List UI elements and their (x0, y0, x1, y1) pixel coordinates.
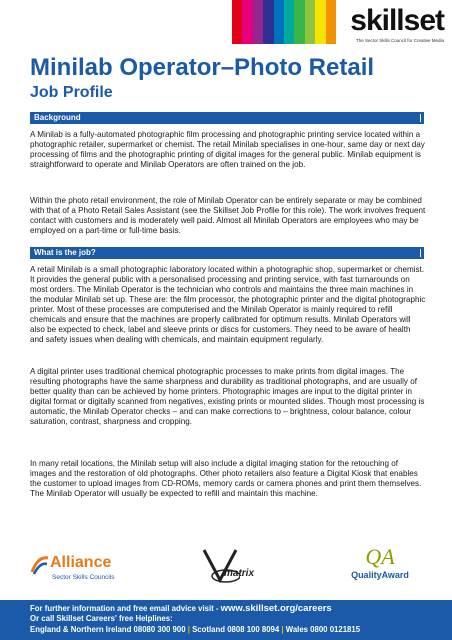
brand-stripe (305, 0, 315, 44)
footer-bar (0, 600, 452, 640)
brand-stripe (232, 0, 242, 44)
matrix-name: matrix (224, 568, 255, 579)
alliance-sub: Sector Skills Councils (52, 574, 115, 581)
brand-stripe (284, 0, 294, 44)
careers-link[interactable]: www.skillset.org/careers (220, 603, 332, 614)
brand-stripe (274, 0, 284, 44)
alliance-logo (30, 550, 140, 590)
skillset-logo (350, 6, 444, 43)
job-paragraph-1: A retail Minilab is a small photographic laboratory located within a photographic shop, supermarket or chemist. It provides the general public with a personalised processing and printing service, with fast turnarounds on most orders. The Minilab Operator is the technician who controls and maintains the three main machines in the modular Minilab set up. These are: the film processor, the photographic printer and the digital photographic printer. Most of these processes are computerised and the Minilab Operator is mainly required to refill chemicals and ensure that the machines are properly calibrated for optimum results. Minilab Operators will also be expected to check, label and sleeve prints or discs for customers. They need to be aware of health and safety issues when dealing with chemicals, and maintain equipment regularly. (30, 265, 426, 344)
footer-helplines (30, 624, 452, 635)
quality-award-logo (340, 544, 420, 594)
logo-tagline: The Sector Skills Council for Creative Media (355, 38, 444, 43)
brand-stripe (315, 0, 325, 44)
section-heading-background: Background (30, 112, 424, 124)
logo-wordmark: skillset (350, 4, 444, 37)
matrix-logo (200, 544, 286, 594)
helpline-england: England & Northern Ireland 08080 300 900 (30, 625, 186, 634)
brand-stripe (253, 0, 263, 44)
job-paragraph-2: A digital printer uses traditional chemical photographic processes to make prints from digital images. The resulting photographs have the same sharpness and durability as traditional photographs, and are usually of better quality than can be achieved by home printers. Photographic images are input to the digital printer in digital format or digitally scanned from negatives, existing prints or mounted slides. Though most processing is automatic, the Minilab Operator checks – and can make corrections to – brightness, colour balance, colour saturation, contrast, sharpness and cropping. (30, 367, 425, 426)
brand-stripe (263, 0, 273, 44)
partner-logos (30, 544, 424, 596)
brand-stripe (294, 0, 304, 44)
helpline-scotland: Scotland 0808 100 8094 (192, 625, 280, 634)
brand-stripe (326, 0, 336, 44)
footer-line-1 (30, 603, 452, 614)
qa-award-label: QualityAward (351, 570, 409, 580)
footer-line-2: Or call Skillset Careers' free Helplines: (30, 614, 173, 623)
alliance-mark-icon (30, 554, 50, 576)
page-subtitle: Job Profile (30, 84, 113, 101)
brand-color-stripes (232, 0, 336, 44)
helpline-wales: Wales 0800 0121815 (285, 625, 361, 634)
alliance-name: Alliance (50, 554, 112, 571)
footer-info-text: For further information and free email advice visit - (30, 604, 221, 613)
background-paragraph-2: Within the photo retail environment, the role of Minilab Operator can be entirely separate or may be combined with that of a Photo Retail Sales Assistant (see the Skillset Job Profile for this role). The work involves frequent contact with customers and is moderately well paid. Almost all Minilab Operators are employees who may be employed on a part-time or full-time basis. (30, 196, 426, 235)
section-heading-job: What is the job? (30, 247, 424, 259)
job-paragraph-3: In many retail locations, the Minilab setup will also include a digital imaging station for the retouching of images and the restoration of old photographs. Other photo retailers also feature a Digital Kiosk that enables the customer to upload images from CD-ROMs, memory cards or camera phones and print them themselves. The Minilab Operator will usually be expected to refill and maintain this machine. (30, 459, 422, 498)
brand-stripe (242, 0, 252, 44)
page-title: Minilab Operator–Photo Retail (30, 54, 375, 81)
background-paragraph-1: A Minilab is a fully-automated photographic film processing and photographic printing service located within a photographic retailer, supermarket or chemist. The retail Minilab specialises in one-hour, same day or next day processing of films and the photographic printing of digital images for the general public. Minilab equipment is straightforward to operate and Minilab Operators are often trained on the job. (30, 130, 425, 169)
qa-letters: QA (365, 544, 395, 569)
helpline-separator: | (187, 625, 190, 634)
helpline-separator: | (281, 625, 284, 634)
